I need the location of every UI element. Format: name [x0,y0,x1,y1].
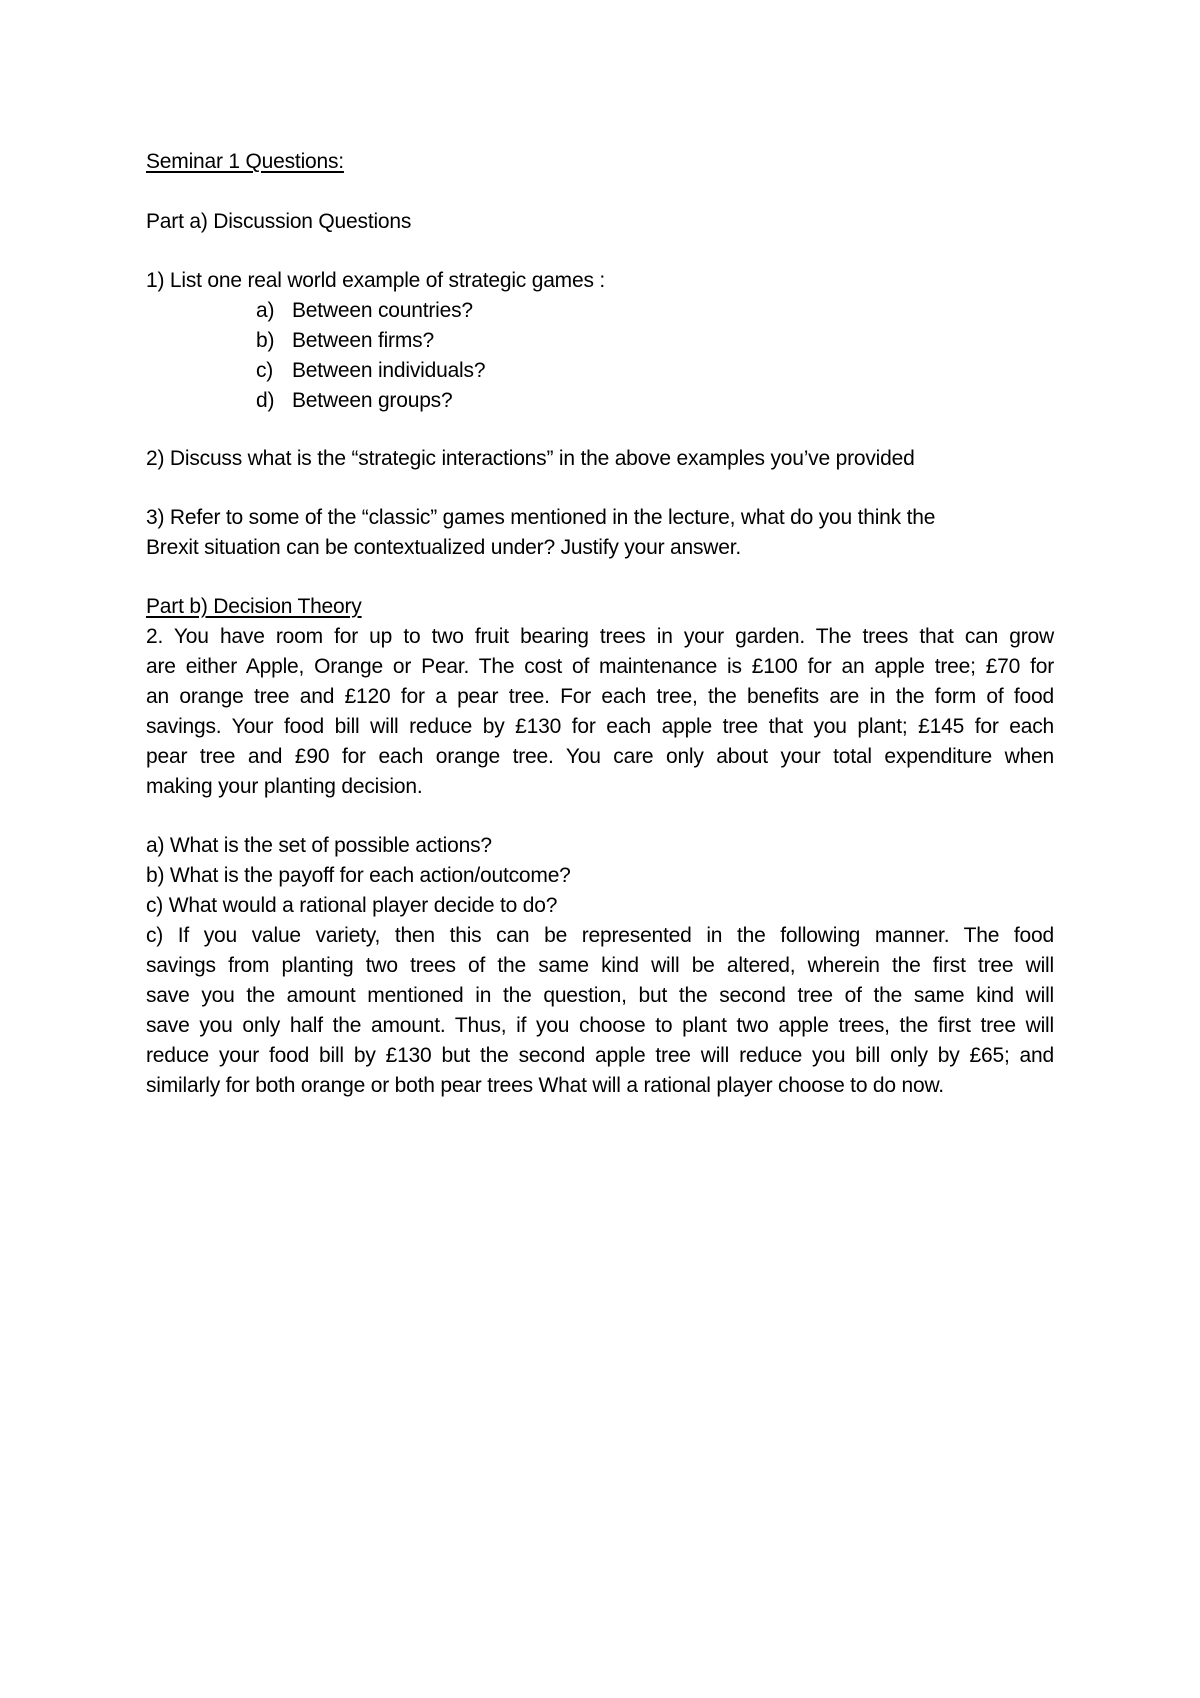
list-marker: b) [256,329,275,352]
intro-line: pear tree and £90 for each orange tree. You care only about your total expenditure when [146,745,1054,768]
part-a-heading: Part a) Discussion Questions [146,210,412,233]
question-1: 1) List one real world example of strategic games : [146,269,606,292]
page-title: Seminar 1 Questions: [146,150,344,173]
variety-line: similarly for both orange or both pear trees What will a rational player choose to do now. [146,1074,944,1097]
question-2: 2) Discuss what is the “strategic interactions” in the above examples you’ve provided [146,447,915,470]
variety-line: reduce your food bill by £130 but the second apple tree will reduce you bill only by £65; and [146,1044,1054,1067]
intro-line: savings. Your food bill will reduce by £130 for each apple tree that you plant; £145 for each [146,715,1054,738]
list-text: Between groups? [292,389,453,412]
list-marker: c) [256,359,274,382]
question-b-c: c) What would a rational player decide to do? [146,894,558,917]
list-marker: d) [256,389,275,412]
part-b-heading: Part b) Decision Theory [146,595,362,618]
intro-line: are either Apple, Orange or Pear. The cost of maintenance is £100 for an apple tree; £70 for [146,655,1054,678]
intro-line: an orange tree and £120 for a pear tree. For each tree, the benefits are in the form of food [146,685,1054,708]
question-b-a: a) What is the set of possible actions? [146,834,492,857]
variety-line: save you only half the amount. Thus, if you choose to plant two apple trees, the first tree will [146,1014,1054,1037]
variety-line: c) If you value variety, then this can be represented in the following manner. The food [146,924,1054,947]
list-text: Between individuals? [292,359,486,382]
question-3-line: 3) Refer to some of the “classic” games mentioned in the lecture, what do you think the [146,506,936,529]
intro-line: 2. You have room for up to two fruit bearing trees in your garden. The trees that can grow [146,625,1054,648]
question-3-line: Brexit situation can be contextualized under? Justify your answer. [146,536,741,559]
list-text: Between firms? [292,329,434,352]
question-b-b: b) What is the payoff for each action/outcome? [146,864,571,887]
variety-line: savings from planting two trees of the same kind will be altered, wherein the first tree will [146,954,1054,977]
list-text: Between countries? [292,299,473,322]
list-marker: a) [256,299,275,322]
intro-line: making your planting decision. [146,775,423,798]
variety-line: save you the amount mentioned in the question, but the second tree of the same kind will [146,984,1054,1007]
